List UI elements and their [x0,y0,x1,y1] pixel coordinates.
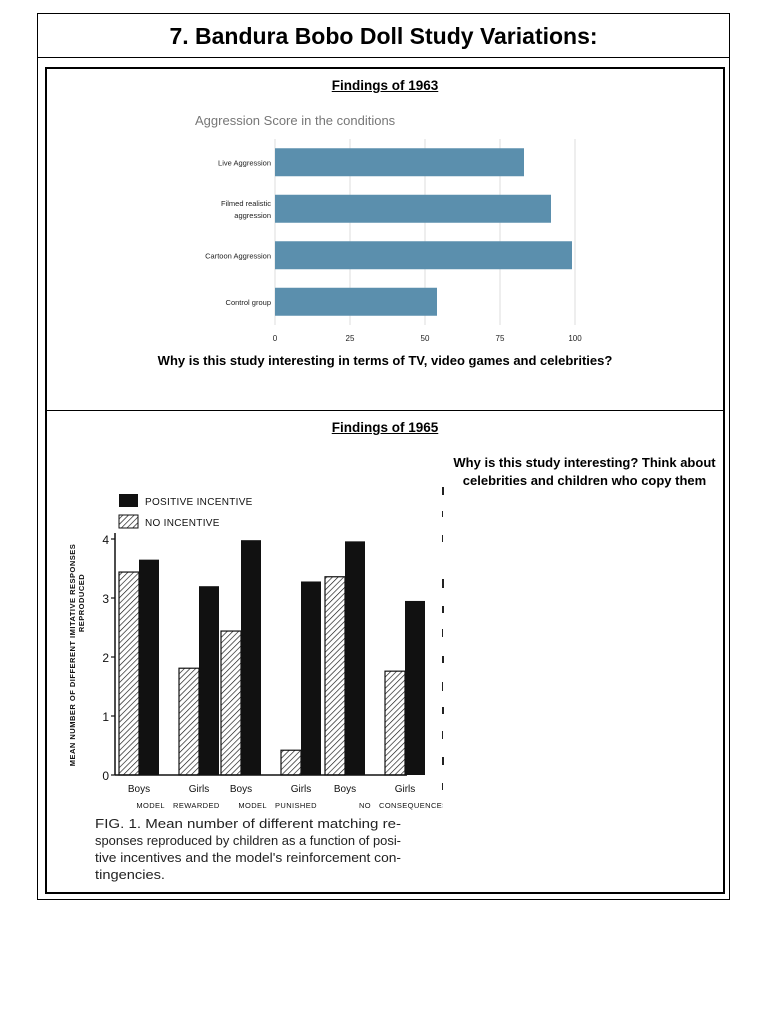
x-tick-label: 100 [568,334,582,343]
group-label-part: NO [358,801,371,810]
category-label: Boys [127,784,151,795]
scan-mark [442,511,443,517]
bar-positive-incentive-6 [405,601,425,775]
legend-swatch-no-incentive [119,515,138,528]
scan-mark [442,682,443,691]
bar-positive-incentive-4 [301,581,321,775]
bar-no-incentive-2 [179,668,199,775]
group-label-part: REWARDED [173,801,220,810]
scan-mark [442,783,443,790]
figure-caption-line: sponses reproduced by children as a function of posi- [95,833,401,848]
panel-findings-1963 [45,67,725,411]
group-label-part: CONSEQUENCES [379,801,443,810]
y-axis-label: REPRODUCED [77,573,86,633]
bar-no-incentive-5 [325,577,345,775]
category-label: Cartoon Aggression [205,251,271,261]
scan-mark [442,757,444,765]
findings-1963-heading: Findings of 1963 [331,78,439,93]
category-label: Girls [394,784,416,795]
figure-caption-line: tive incentives and the model's reinforcement con- [95,850,401,865]
category-label: Filmed realistic [220,198,271,208]
x-tick-label: 0 [272,334,278,343]
group-label-part: PUNISHED [275,801,317,810]
scan-mark [442,707,444,714]
figure-1965 [67,463,443,883]
legend-label-no-incentive: NO INCENTIVE [145,518,220,529]
chart-1963-area [187,103,597,351]
scan-mark [442,629,443,637]
category-label: Boys [333,784,357,795]
category-label: Control group [225,297,271,307]
y-tick-label: 4 [102,533,109,547]
aggression-bar-chart [187,103,597,351]
category-label: Boys [229,784,253,795]
scan-mark [442,656,444,663]
bar-positive-incentive-3 [241,540,261,775]
scan-mark [442,731,443,739]
findings-1965-heading: Findings of 1965 [331,420,439,435]
x-tick-label: 75 [495,334,505,343]
bar-positive-incentive-2 [199,586,219,775]
page-title: 7. Bandura Bobo Doll Study Variations: [38,14,729,58]
figure-caption-line: tingencies. [95,867,165,882]
legend-label-positive: POSITIVE INCENTIVE [145,497,253,508]
scan-mark [442,606,444,613]
bar-4 [275,288,437,316]
category-label: Live Aggression [218,158,271,168]
legend-swatch-positive [119,494,138,507]
bar-no-incentive-3 [221,631,241,775]
y-tick-label: 1 [102,710,109,724]
group-label-part: MODEL [136,801,165,810]
category-label: aggression [234,210,271,220]
bar-positive-incentive-5 [345,541,365,775]
bar-no-incentive-1 [119,572,139,775]
y-tick-label: 2 [102,651,109,665]
x-tick-label: 50 [420,334,430,343]
bar-1 [275,148,524,176]
category-label: Girls [290,784,312,795]
y-tick-label: 3 [102,592,109,606]
imitative-responses-bar-chart [67,463,443,883]
worksheet [37,13,730,900]
scan-mark [442,579,444,588]
bar-no-incentive-6 [385,671,405,775]
question-1965: Why is this study interesting? Think about celebrities and children who copy them [453,455,716,488]
scan-mark [442,487,444,495]
question-1963: Why is this study interesting in terms of TV, video games and celebrities? [157,353,613,368]
figure-caption-line: FIG. 1. Mean number of different matching re- [95,816,401,831]
y-axis-label: MEAN NUMBER OF DIFFERENT IMITATIVE RESPONSES [68,543,77,767]
category-label: Girls [188,784,210,795]
bar-positive-incentive-1 [139,560,159,775]
bar-no-incentive-4 [281,750,301,775]
group-label-part: MODEL [238,801,267,810]
scan-mark [442,535,443,542]
bar-3 [275,241,572,269]
x-tick-label: 25 [345,334,355,343]
panel-findings-1965 [45,410,725,894]
chart-title: Aggression Score in the conditions [195,113,396,128]
y-tick-label: 0 [102,769,109,783]
bar-2 [275,195,551,223]
